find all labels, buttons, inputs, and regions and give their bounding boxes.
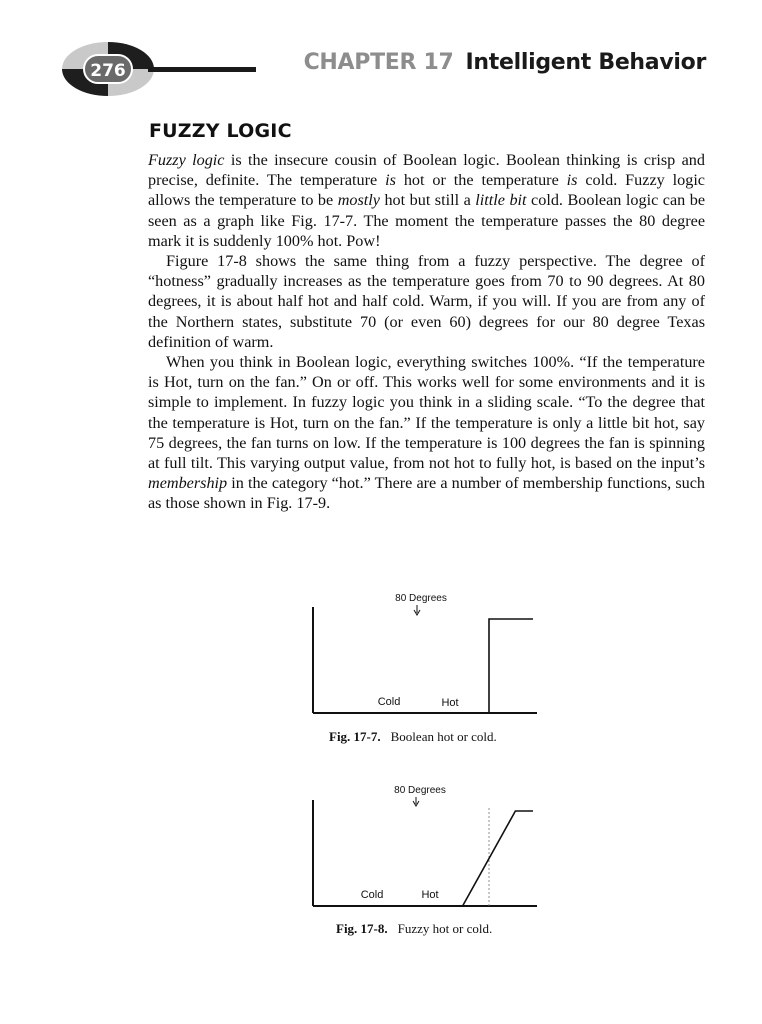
page-number-badge [62,42,154,96]
p1-text-1: is the insecure cousin of Boolean logic. Boolean thinking is crisp and precise, definite. The temperature [148,151,705,190]
p3-text-1: When you think in Boolean logic, everything switches 100%. “If the temperature is Hot, turn on the fan.” On or off. This works well for some environments and it is simple to implement. In fuzzy logic you think in a sliding scale. “To the degree that the temperature is Hot, turn on the fan.” If the temperature is only a little bit hot, say 75 degrees, the fan turns on low. If the temperature is 100 degrees the fan is spinning at full tilt. This varying output value, from not hot to fully hot, is based on the input’s [148,353,705,473]
page-number: 276 [90,61,126,81]
threshold-label: 80 Degrees [395,593,447,604]
p1-emphasis-3: mostly [337,191,380,210]
threshold-label: 80 Degrees [394,785,446,796]
caption-fig-17-7 [329,729,497,745]
caption-number: Fig. 17-7. [329,729,381,744]
body-text [148,150,705,514]
paragraph-2: Figure 17-8 shows the same thing from a fuzzy perspective. The degree of “hotness” gradually increases as the temperature goes from 70 to 90 degrees. At 80 degrees, it is about half hot and half cold. Warm, if you will. If you are from any of the Northern states, substitute 70 (or even 60) degrees for our 80 degree Texas definition of warm. [148,252,705,351]
chapter-title: Intelligent Behavior [465,50,706,75]
boolean-chart [300,585,545,725]
fuzzy-chart [300,780,545,910]
page-badge-graphic [62,42,154,96]
paragraph-1 [148,150,705,251]
figure-17-7 [300,585,545,725]
p1-emphasis-1: is [385,171,396,190]
p3-emphasis-1: membership [148,474,228,493]
caption-text: Boolean hot or cold. [390,729,497,744]
term-fuzzy-logic: Fuzzy logic [148,151,225,169]
hot-label: Hot [421,889,439,901]
boolean-membership-line [313,619,533,713]
paragraph-3 [148,352,705,514]
p1-text-5: cold. Boolean logic can be seen as a graph like Fig. 17-7. The moment the temperature passes the 80 degree mark it is suddenly 100% hot. Pow! [148,191,705,250]
cold-label: Cold [360,889,384,901]
caption-number: Fig. 17-8. [336,921,388,936]
chapter-label: CHAPTER 17 [303,50,454,75]
cold-label: Cold [377,696,401,708]
figure-17-8 [300,780,545,910]
section-title: FUZZY LOGIC [149,120,292,142]
p1-text-4: hot but still a [379,191,476,210]
caption-fig-17-8 [336,921,492,937]
header-rule [148,67,256,72]
p3-text-2: in the category “hot.” There are a number of membership functions, such as those shown in Fig. 17-9. [148,474,705,513]
p1-text-3: cold. Fuzzy logic allows the temperature to be [148,171,705,210]
p1-text-2: hot or the temperature [395,171,567,190]
hot-label: Hot [441,697,459,709]
running-head [304,50,706,75]
p1-emphasis-4: little bit [475,191,527,210]
p1-emphasis-2: is [566,171,578,190]
caption-text: Fuzzy hot or cold. [397,921,493,936]
